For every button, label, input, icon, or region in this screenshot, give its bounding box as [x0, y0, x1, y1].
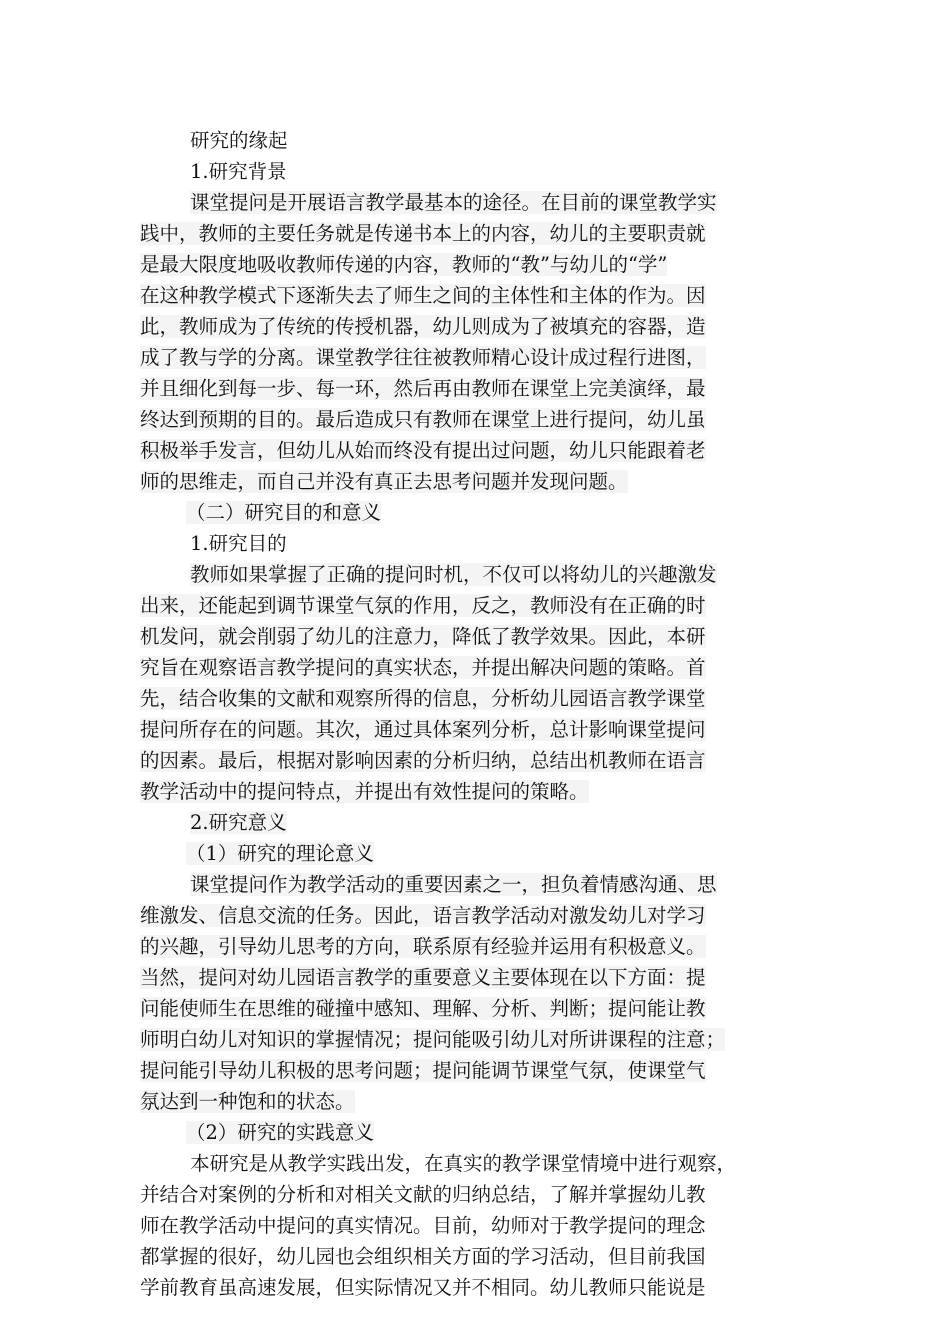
paragraph-line: 当然，提问对幼儿园语言教学的重要意义主要体现在以下方面：提 — [140, 966, 706, 989]
heading-background: 1.研究背景 — [190, 160, 287, 183]
heading-origin: 研究的缘起 — [190, 129, 288, 152]
paragraph-line: 学前教育虽高速发展，但实际情况又并不相同。幼儿教师只能说是 — [140, 1276, 706, 1299]
paragraph-line: 积极举手发言，但幼儿从始而终没有提出过问题，幼儿只能跟着老 — [140, 439, 706, 462]
paragraph-line: 教师如果掌握了正确的提问时机，不仅可以将幼儿的兴趣激发 — [190, 563, 717, 586]
paragraph-line: 提问能引导幼儿积极的思考问题；提问能调节课堂气氛，使课堂气 — [140, 1059, 706, 1082]
paragraph-line: 课堂提问是开展语言教学最基本的途径。在目前的课堂教学实 — [190, 191, 717, 214]
paragraph-line: 氛达到一种饱和的状态。 — [140, 1090, 355, 1113]
paragraph-line: 师明白幼儿对知识的掌握情况；提问能吸引幼儿对所讲课程的注意； — [140, 1028, 726, 1051]
heading-purpose-meaning: （二）研究目的和意义 — [186, 501, 382, 524]
document-page — [140, 125, 800, 1303]
paragraph-line: 机发问，就会削弱了幼儿的注意力，降低了教学效果。因此，本研 — [140, 625, 706, 648]
paragraph-line: 本研究是从教学实践出发，在真实的教学课堂情境中进行观察， — [190, 1152, 737, 1175]
heading-practice: （2）研究的实践意义 — [186, 1121, 374, 1144]
paragraph-line: 师在教学活动中提问的真实情况。目前，幼师对于教学提问的理念 — [140, 1214, 706, 1237]
paragraph-line: 践中，教师的主要任务就是传递书本上的内容，幼儿的主要职责就 — [140, 222, 706, 245]
paragraph-line: 终达到预期的目的。最后造成只有教师在课堂上进行提问，幼儿虽 — [140, 408, 706, 431]
paragraph-line: 并结合对案例的分析和对相关文献的归纳总结，了解并掌握幼儿教 — [140, 1183, 706, 1206]
paragraph-line: 教学活动中的提问特点，并提出有效性提问的策略。 — [140, 780, 589, 803]
paragraph-line: 先，结合收集的文献和观察所得的信息，分析幼儿园语言教学课堂 — [140, 687, 706, 710]
heading-theory: （1）研究的理论意义 — [186, 842, 374, 865]
heading-meaning: 2.研究意义 — [190, 811, 287, 834]
paragraph-line: 维激发、信息交流的任务。因此，语言教学活动对激发幼儿对学习 — [140, 904, 706, 927]
paragraph-line: 师的思维走，而自己并没有真正去思考问题并发现问题。 — [140, 470, 628, 493]
paragraph-line: 成了教与学的分离。课堂教学往往被教师精心设计成过程行进图， — [140, 346, 706, 369]
paragraph-line: 并且细化到每一步、每一环，然后再由教师在课堂上完美演绎，最 — [140, 377, 706, 400]
paragraph-line: 在这种教学模式下逐渐失去了师生之间的主体性和主体的作为。因 — [140, 284, 706, 307]
paragraph-line: 的因素。最后，根据对影响因素的分析归纳，总结出机教师在语言 — [140, 749, 706, 772]
paragraph-line: 是最大限度地吸收教师传递的内容，教师的“教”与幼儿的“学” — [140, 253, 668, 276]
paragraph-line: 究旨在观察语言教学提问的真实状态，并提出解决问题的策略。首 — [140, 656, 706, 679]
paragraph-line: 都掌握的很好，幼儿园也会组织相关方面的学习活动，但目前我国 — [140, 1245, 706, 1268]
paragraph-line: 此，教师成为了传统的传授机器，幼儿则成为了被填充的容器，造 — [140, 315, 706, 338]
paragraph-line: 提问所存在的问题。其次，通过具体案列分析，总计影响课堂提问 — [140, 718, 706, 741]
paragraph-line: 问能使师生在思维的碰撞中感知、理解、分析、判断；提问能让教 — [140, 997, 706, 1020]
paragraph-line: 课堂提问作为教学活动的重要因素之一，担负着情感沟通、思 — [190, 873, 717, 896]
heading-purpose: 1.研究目的 — [190, 532, 287, 555]
paragraph-line: 的兴趣，引导幼儿思考的方向，联系原有经验并运用有积极意义。 — [140, 935, 706, 958]
paragraph-line: 出来，还能起到调节课堂气氛的作用，反之，教师没有在正确的时 — [140, 594, 706, 617]
